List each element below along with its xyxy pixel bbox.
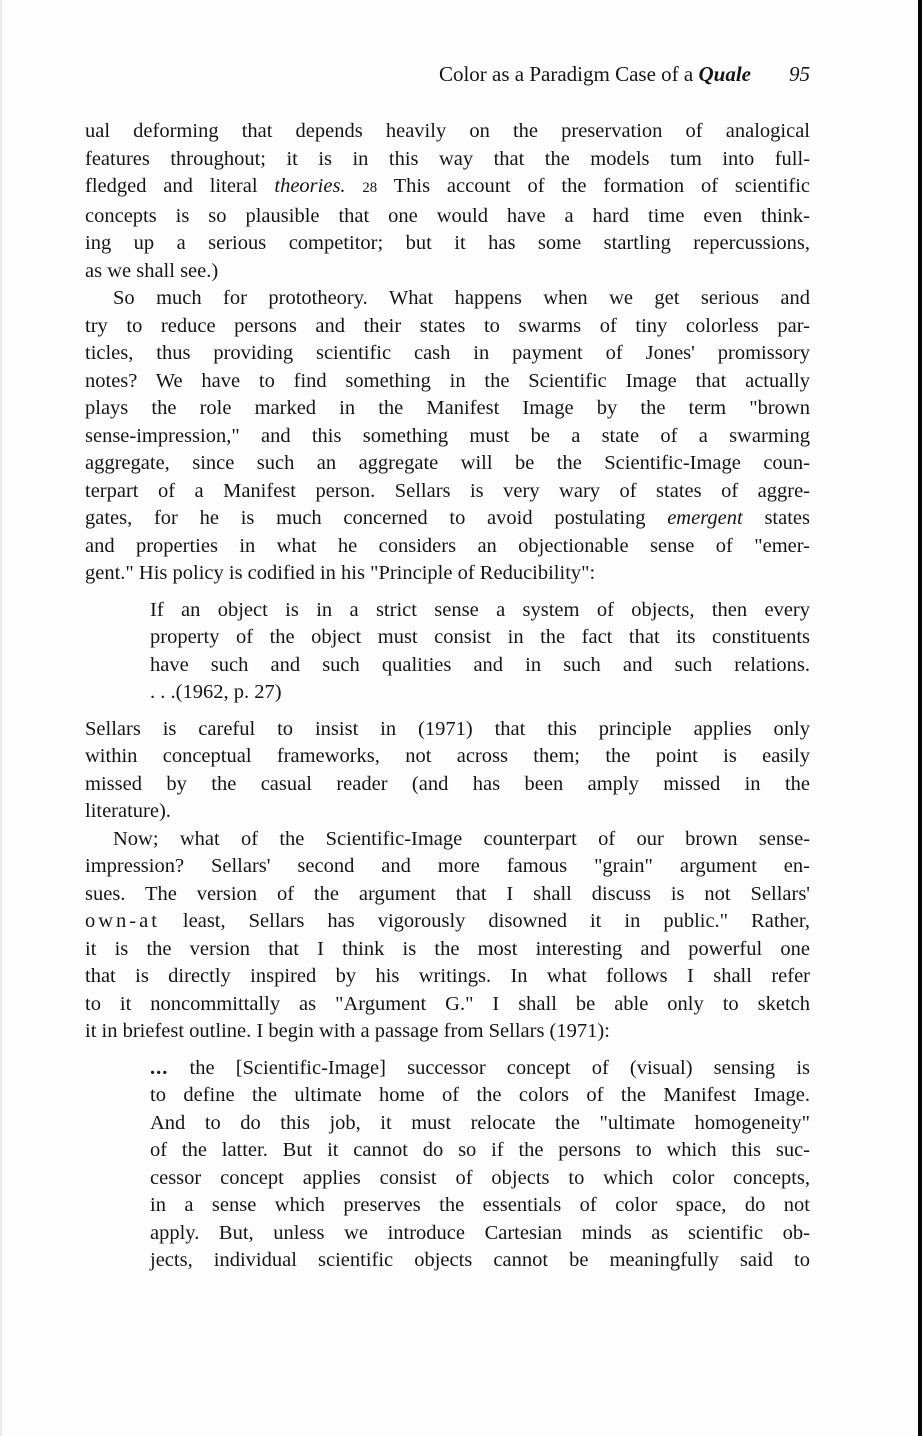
blockquote xyxy=(150,597,810,707)
text-line: gent." His policy is codified in his "Principle of Reducibility": xyxy=(85,562,596,584)
text-line: it in briefest outline. I begin with a passage from Sellars (1971): xyxy=(85,1020,610,1042)
text-line: sues. The version of the argument that I shall discuss is not Sellars' xyxy=(85,882,810,905)
text-line: as we shall see.) xyxy=(85,259,219,282)
text-line: property of the object must consist in the fact that its constituents xyxy=(150,626,810,648)
text-line: literature). xyxy=(85,800,171,822)
running-head-title: Color as a Paradigm Case of a xyxy=(438,62,699,86)
text-line: features throughout; it is in this way that the models tum into full- xyxy=(85,147,810,170)
text-line: have such and such qualities and in such and such relations. xyxy=(150,653,810,676)
body-text xyxy=(85,118,810,1275)
text-line: apply. But, unless we introduce Cartesian minds as scientific ob- xyxy=(150,1221,810,1244)
text-line: aggregate, since such an aggregate will be the Scientific-Image coun- xyxy=(85,452,810,474)
text-line: Now; what of the Scientific-Image counterpart of our brown sense- xyxy=(113,827,810,850)
text-line: try to reduce persons and their states to swarms of tiny colorless par- xyxy=(85,314,810,337)
text-line: ing up a serious competitor; but it has some startling repercussions, xyxy=(85,232,810,254)
text-line: jects, individual scientific objects cannot be meaningfully said to xyxy=(150,1249,810,1271)
text-line: that is directly inspired by his writings. In what follows I shall refer xyxy=(85,965,810,987)
text-line: notes? We have to find something in the Scientific Image that actually xyxy=(85,369,810,392)
text-line: terpart of a Manifest person. Sellars is very wary of states of aggre- xyxy=(85,479,810,502)
text-line: to it noncommittally as "Argument G." I shall be able only to sketch xyxy=(85,992,810,1015)
text-line: it is the version that I think is the most interesting and powerful one xyxy=(85,937,810,960)
text-line: plays the role marked in the Manifest Image by the term "brown xyxy=(85,397,810,419)
text-line: to define the ultimate home of the colors of the Manifest Image. xyxy=(150,1084,810,1106)
text-line: sense-impression," and this something must be a state of a swarming xyxy=(85,424,810,447)
text-line: own-at least, Sellars has vigorously disowned it in public." Rather, xyxy=(85,910,810,932)
text-line: So much for prototheory. What happens when we get serious and xyxy=(113,287,810,309)
footnote-marker: 28 xyxy=(362,180,378,196)
paragraph xyxy=(85,118,810,285)
text-line: Sellars is careful to insist in (1971) that this principle applies only xyxy=(85,717,810,740)
text-line: within conceptual frameworks, not across them; the point is easily xyxy=(85,745,810,767)
text-line: . . .(1962, p. 27) xyxy=(150,681,282,703)
page-right-edge xyxy=(918,0,922,1436)
text-line: fledged and literal theories. 28 This account of the formation of scientific xyxy=(85,175,810,197)
paragraph xyxy=(85,285,810,588)
text-line: And to do this job, it must relocate the "ultimate homogeneity" xyxy=(150,1111,810,1134)
text-line: ual deforming that depends heavily on the preservation of analogical xyxy=(85,120,810,142)
text-line: missed by the casual reader (and has been amply missed in the xyxy=(85,772,810,795)
text-line: impression? Sellars' second and more famous "grain" argument en- xyxy=(85,855,810,877)
page-left-edge xyxy=(0,0,2,1436)
text-line: ... the [Scientific-Image] successor concept of (visual) sensing is xyxy=(150,1056,810,1079)
text-line: of the latter. But it cannot do so if the persons to which this suc- xyxy=(150,1139,810,1161)
text-line: in a sense which preserves the essentials of color space, do not xyxy=(150,1194,810,1216)
running-head-title-emphasis: Quale xyxy=(698,62,751,86)
running-head xyxy=(85,60,810,88)
page-content xyxy=(85,60,810,1284)
text-line: If an object is in a strict sense a system of objects, then every xyxy=(150,598,810,621)
text-line: gates, for he is much concerned to avoid postulating emergent states xyxy=(85,507,811,529)
text-line: ticles, thus providing scientific cash in payment of Jones' promissory xyxy=(85,342,810,364)
text-line: concepts is so plausible that one would have a hard time even think- xyxy=(85,204,810,227)
blockquote xyxy=(150,1055,810,1275)
paragraph xyxy=(85,716,810,826)
text-line: cessor concept applies consist of objects to which color concepts, xyxy=(150,1166,810,1189)
page-number: 95 xyxy=(789,62,810,86)
text-line: and properties in what he considers an objectionable sense of "emer- xyxy=(85,534,810,557)
paragraph xyxy=(85,826,810,1046)
